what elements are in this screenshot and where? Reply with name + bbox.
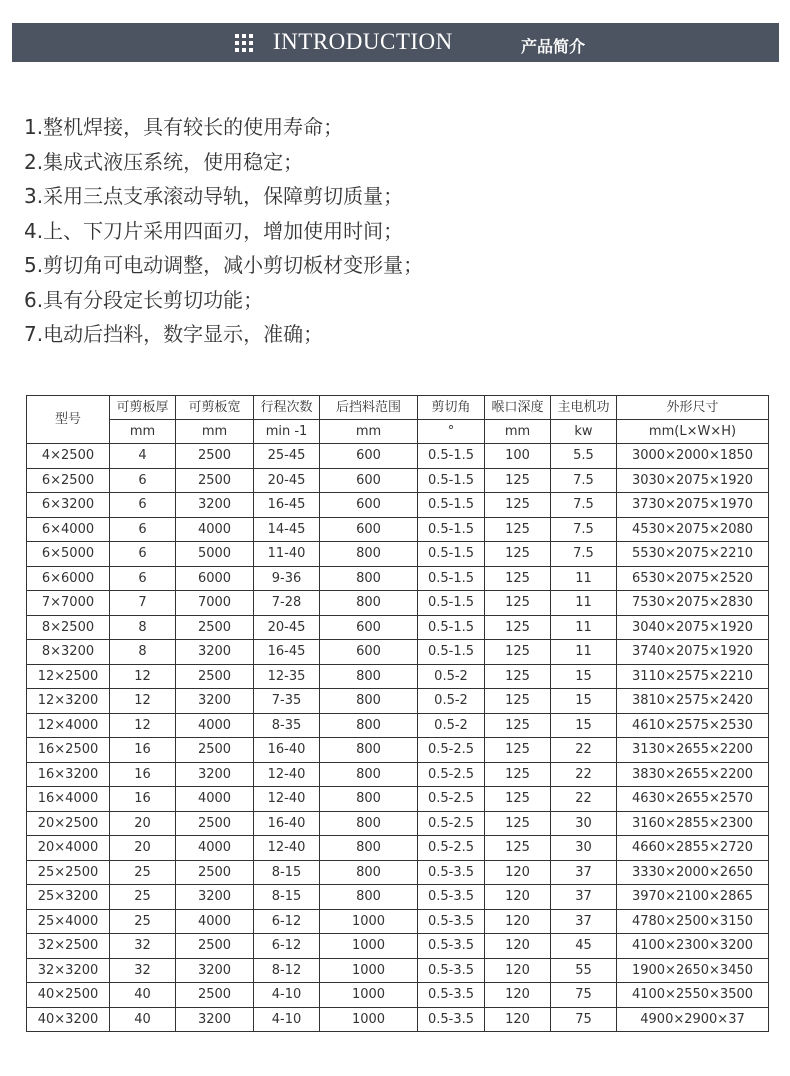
table-cell: 4100×2300×3200 [617,934,769,959]
table-cell: 1900×2650×3450 [617,958,769,983]
table-cell: 6 [110,468,176,493]
model-cell: 6×3200 [27,493,110,518]
table-cell: 3740×2075×1920 [617,640,769,665]
model-cell: 6×2500 [27,468,110,493]
table-row [27,885,769,910]
table-cell: 120 [485,1007,551,1032]
table-cell: 3200 [176,1007,254,1032]
table-row [27,689,769,714]
model-cell: 8×3200 [27,640,110,665]
table-cell: 8-15 [254,885,320,910]
header-row [27,396,769,420]
table-cell: 5000 [176,542,254,567]
table-cell: 120 [485,958,551,983]
table-cell: 125 [485,566,551,591]
col-header: 剪切角 [418,396,485,420]
table-cell: 2500 [176,934,254,959]
table-row [27,811,769,836]
table-cell: 7000 [176,591,254,616]
table-cell: 7-35 [254,689,320,714]
table-cell: 6 [110,542,176,567]
unit-cell: min -1 [254,420,320,444]
table-cell: 120 [485,860,551,885]
unit-cell: kw [551,420,617,444]
table-cell: 0.5-2 [418,664,485,689]
model-cell: 20×2500 [27,811,110,836]
table-cell: 4530×2075×2080 [617,517,769,542]
table-row [27,738,769,763]
model-cell: 40×2500 [27,983,110,1008]
table-cell: 0.5-3.5 [418,958,485,983]
table-cell: 11 [551,615,617,640]
table-cell: 800 [320,787,418,812]
table-row [27,934,769,959]
model-cell: 16×3200 [27,762,110,787]
table-row [27,836,769,861]
table-cell: 2500 [176,444,254,469]
table-cell: 800 [320,664,418,689]
table-cell: 6 [110,493,176,518]
feature-item: 7.电动后挡料，数字显示，准确； [24,322,324,346]
model-cell: 32×2500 [27,934,110,959]
table-cell: 0.5-2.5 [418,738,485,763]
table-row [27,591,769,616]
table-cell: 3200 [176,493,254,518]
table-cell: 0.5-3.5 [418,934,485,959]
table-cell: 1000 [320,958,418,983]
table-cell: 4610×2575×2530 [617,713,769,738]
table-cell: 12-40 [254,787,320,812]
unit-cell: mm(L×W×H) [617,420,769,444]
section-title-en: INTRODUCTION [273,29,453,54]
table-cell: 4900×2900×37 [617,1007,769,1032]
table-cell: 3200 [176,885,254,910]
table-cell: 5530×2075×2210 [617,542,769,567]
model-cell: 20×4000 [27,836,110,861]
table-row [27,713,769,738]
col-header: 喉口深度 [485,396,551,420]
spec-table [26,395,769,1032]
table-cell: 3200 [176,762,254,787]
table-row [27,566,769,591]
table-cell: 75 [551,1007,617,1032]
feature-item: 5.剪切角可电动调整，减小剪切板材变形量； [24,253,424,277]
table-cell: 25 [110,909,176,934]
table-cell: 125 [485,811,551,836]
table-cell: 0.5-2 [418,713,485,738]
table-cell: 100 [485,444,551,469]
table-cell: 1000 [320,1007,418,1032]
table-cell: 125 [485,591,551,616]
table-cell: 7530×2075×2830 [617,591,769,616]
col-header: 可剪板宽 [176,396,254,420]
table-cell: 15 [551,713,617,738]
model-cell: 6×4000 [27,517,110,542]
table-cell: 11-40 [254,542,320,567]
table-cell: 4100×2550×3500 [617,983,769,1008]
table-cell: 800 [320,689,418,714]
table-cell: 12-35 [254,664,320,689]
table-cell: 800 [320,811,418,836]
table-cell: 0.5-1.5 [418,615,485,640]
table-cell: 11 [551,591,617,616]
table-cell: 7-28 [254,591,320,616]
table-cell: 800 [320,738,418,763]
unit-cell: mm [110,420,176,444]
unit-row [27,420,769,444]
spec-table-header [27,396,769,444]
model-cell: 25×3200 [27,885,110,910]
table-cell: 600 [320,444,418,469]
table-cell: 2500 [176,468,254,493]
model-cell: 16×2500 [27,738,110,763]
table-cell: 800 [320,591,418,616]
table-cell: 4-10 [254,983,320,1008]
table-cell: 125 [485,615,551,640]
model-cell: 40×3200 [27,1007,110,1032]
table-cell: 4000 [176,787,254,812]
table-cell: 0.5-1.5 [418,566,485,591]
table-row [27,958,769,983]
table-cell: 7.5 [551,517,617,542]
table-cell: 4-10 [254,1007,320,1032]
table-cell: 4 [110,444,176,469]
table-cell: 3040×2075×1920 [617,615,769,640]
table-cell: 0.5-2.5 [418,811,485,836]
table-cell: 4660×2855×2720 [617,836,769,861]
table-cell: 125 [485,542,551,567]
table-cell: 40 [110,983,176,1008]
table-cell: 20 [110,811,176,836]
feature-item: 1.整机焊接，具有较长的使用寿命； [24,115,344,139]
table-cell: 6000 [176,566,254,591]
table-cell: 7.5 [551,542,617,567]
feature-item: 4.上、下刀片采用四面刃，增加使用时间； [24,218,404,243]
table-cell: 4000 [176,909,254,934]
table-cell: 2500 [176,615,254,640]
table-cell: 800 [320,762,418,787]
table-cell: 600 [320,517,418,542]
section-title-cn: 产品简介 [521,37,586,56]
table-cell: 45 [551,934,617,959]
table-cell: 20-45 [254,615,320,640]
table-cell: 0.5-3.5 [418,860,485,885]
table-cell: 14-45 [254,517,320,542]
table-cell: 4000 [176,836,254,861]
grid-dots-icon [234,33,254,53]
spec-table-body [27,444,769,1032]
table-cell: 3000×2000×1850 [617,444,769,469]
table-cell: 125 [485,468,551,493]
table-cell: 3810×2575×2420 [617,689,769,714]
table-cell: 3200 [176,640,254,665]
table-cell: 2500 [176,738,254,763]
table-cell: 37 [551,909,617,934]
table-cell: 30 [551,811,617,836]
table-cell: 8-15 [254,860,320,885]
table-cell: 30 [551,836,617,861]
table-cell: 20 [110,836,176,861]
table-cell: 125 [485,493,551,518]
model-cell: 8×2500 [27,615,110,640]
table-cell: 7 [110,591,176,616]
col-header: 可剪板厚 [110,396,176,420]
table-cell: 6 [110,517,176,542]
table-cell: 32 [110,958,176,983]
col-header: 行程次数 [254,396,320,420]
table-cell: 12 [110,689,176,714]
table-cell: 12 [110,664,176,689]
table-row [27,909,769,934]
table-cell: 0.5-2.5 [418,762,485,787]
table-cell: 16 [110,787,176,812]
table-cell: 125 [485,738,551,763]
table-cell: 5.5 [551,444,617,469]
table-cell: 4630×2655×2570 [617,787,769,812]
table-cell: 8-35 [254,713,320,738]
table-cell: 3970×2100×2865 [617,885,769,910]
table-cell: 16 [110,762,176,787]
table-cell: 2500 [176,860,254,885]
table-cell: 3160×2855×2300 [617,811,769,836]
table-row [27,444,769,469]
table-cell: 0.5-1.5 [418,640,485,665]
table-cell: 0.5-3.5 [418,1007,485,1032]
table-row [27,983,769,1008]
unit-cell: mm [320,420,418,444]
table-cell: 600 [320,640,418,665]
table-cell: 37 [551,860,617,885]
col-header: 主电机功 [551,396,617,420]
table-cell: 800 [320,566,418,591]
table-cell: 4000 [176,713,254,738]
table-cell: 6530×2075×2520 [617,566,769,591]
table-row [27,615,769,640]
table-cell: 7.5 [551,493,617,518]
table-cell: 16-40 [254,738,320,763]
table-cell: 22 [551,738,617,763]
table-cell: 0.5-2.5 [418,787,485,812]
table-cell: 0.5-3.5 [418,885,485,910]
table-cell: 4000 [176,517,254,542]
table-cell: 800 [320,860,418,885]
unit-cell: mm [176,420,254,444]
table-cell: 0.5-1.5 [418,468,485,493]
model-cell: 25×4000 [27,909,110,934]
table-cell: 800 [320,885,418,910]
table-cell: 125 [485,640,551,665]
col-header: 外形尺寸 [617,396,769,420]
table-cell: 12-40 [254,836,320,861]
model-cell: 12×2500 [27,664,110,689]
table-cell: 8-12 [254,958,320,983]
table-row [27,787,769,812]
table-cell: 0.5-1.5 [418,444,485,469]
table-cell: 800 [320,713,418,738]
table-row [27,1007,769,1032]
table-cell: 125 [485,836,551,861]
table-cell: 12 [110,713,176,738]
table-cell: 37 [551,885,617,910]
model-cell: 12×4000 [27,713,110,738]
unit-cell: ° [418,420,485,444]
table-row [27,762,769,787]
table-row [27,517,769,542]
table-row [27,468,769,493]
section-header-banner [12,23,779,62]
table-cell: 75 [551,983,617,1008]
table-cell: 125 [485,517,551,542]
table-cell: 125 [485,787,551,812]
table-cell: 32 [110,934,176,959]
table-row [27,493,769,518]
model-cell: 4×2500 [27,444,110,469]
table-cell: 6-12 [254,909,320,934]
table-cell: 0.5-2.5 [418,836,485,861]
table-cell: 3830×2655×2200 [617,762,769,787]
table-cell: 22 [551,787,617,812]
feature-list [24,110,423,352]
table-cell: 9-36 [254,566,320,591]
table-cell: 25 [110,860,176,885]
table-cell: 125 [485,689,551,714]
table-cell: 12-40 [254,762,320,787]
table-cell: 20-45 [254,468,320,493]
feature-item: 3.采用三点支承滚动导轨，保障剪切质量； [24,184,404,208]
feature-item: 6.具有分段定长剪切功能； [24,287,264,312]
table-cell: 125 [485,713,551,738]
table-cell: 125 [485,664,551,689]
table-cell: 800 [320,542,418,567]
table-cell: 16-45 [254,640,320,665]
table-cell: 11 [551,566,617,591]
model-cell: 12×3200 [27,689,110,714]
table-cell: 120 [485,909,551,934]
table-cell: 125 [485,762,551,787]
table-cell: 0.5-1.5 [418,591,485,616]
table-cell: 1000 [320,909,418,934]
table-cell: 120 [485,885,551,910]
table-cell: 2500 [176,664,254,689]
table-cell: 0.5-1.5 [418,517,485,542]
table-row [27,664,769,689]
table-cell: 25-45 [254,444,320,469]
table-cell: 6 [110,566,176,591]
table-row [27,640,769,665]
model-cell: 7×7000 [27,591,110,616]
model-cell: 16×4000 [27,787,110,812]
table-cell: 3200 [176,958,254,983]
table-cell: 8 [110,640,176,665]
table-cell: 2500 [176,811,254,836]
table-cell: 3030×2075×1920 [617,468,769,493]
table-cell: 25 [110,885,176,910]
table-cell: 7.5 [551,468,617,493]
table-cell: 8 [110,615,176,640]
table-cell: 800 [320,836,418,861]
table-cell: 15 [551,664,617,689]
table-cell: 0.5-3.5 [418,983,485,1008]
table-cell: 3730×2075×1970 [617,493,769,518]
table-cell: 3130×2655×2200 [617,738,769,763]
table-cell: 600 [320,615,418,640]
table-cell: 3110×2575×2210 [617,664,769,689]
table-cell: 15 [551,689,617,714]
table-cell: 6-12 [254,934,320,959]
table-cell: 1000 [320,983,418,1008]
model-cell: 6×5000 [27,542,110,567]
table-cell: 0.5-1.5 [418,493,485,518]
table-cell: 4780×2500×3150 [617,909,769,934]
table-cell: 40 [110,1007,176,1032]
col-header-model: 型号 [27,396,110,444]
table-cell: 120 [485,934,551,959]
table-cell: 22 [551,762,617,787]
table-cell: 2500 [176,983,254,1008]
table-cell: 0.5-3.5 [418,909,485,934]
table-cell: 3200 [176,689,254,714]
table-cell: 3330×2000×2650 [617,860,769,885]
table-cell: 11 [551,640,617,665]
table-cell: 0.5-2 [418,689,485,714]
table-cell: 16-45 [254,493,320,518]
col-header: 后挡料范围 [320,396,418,420]
table-cell: 120 [485,983,551,1008]
model-cell: 32×3200 [27,958,110,983]
table-cell: 55 [551,958,617,983]
table-row [27,542,769,567]
unit-cell: mm [485,420,551,444]
feature-item: 2.集成式液压系统，使用稳定； [24,149,304,174]
table-cell: 1000 [320,934,418,959]
table-cell: 0.5-1.5 [418,542,485,567]
table-row [27,860,769,885]
table-cell: 16-40 [254,811,320,836]
model-cell: 6×6000 [27,566,110,591]
table-cell: 600 [320,493,418,518]
table-cell: 600 [320,468,418,493]
model-cell: 25×2500 [27,860,110,885]
table-cell: 16 [110,738,176,763]
